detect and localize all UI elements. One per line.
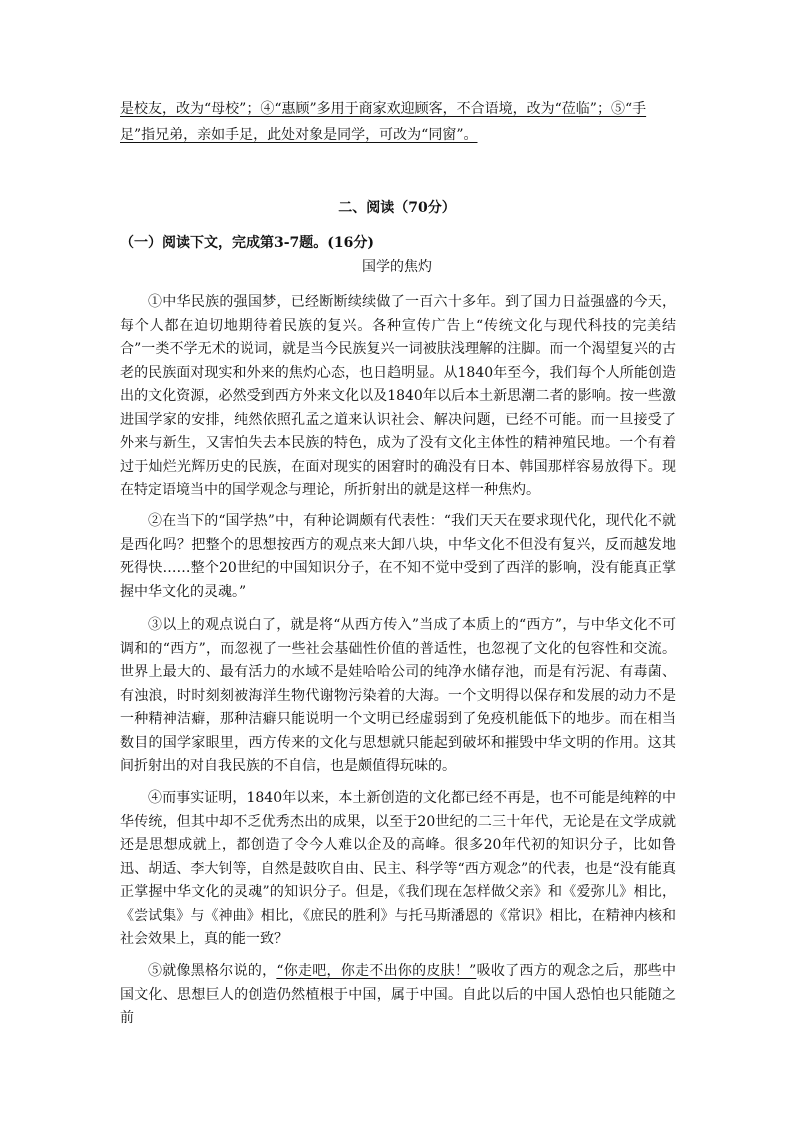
paragraph-4: ④而事实证明，1840年以来，本土新创造的文化都已经不再是，也不可能是纯粹的中华传统，但其中却不乏优秀杰出的成果，以至于20世纪的二三十年代，无论是在文学成就还是思想成就上，都创造了令今人难以企及的高峰。很多20年代初的知识分子，比如鲁迅、胡适、李大钊等，自然是鼓吹自由、民主、科学等“西方观念”的代表，也是“没有能真正掌握中华文化的灵魂”的知识分子。但是，《我们现在怎样做父亲》和《爱弥儿》相比，《尝试集》与《神曲》相比，《庶民的胜利》与托马斯潘恩的《常识》相比，在精神内核和社会效果上，真的能一致？ <box>120 790 676 947</box>
answer-note: 是校友，改为“母校”；④“惠顾”多用于商家欢迎顾客，不合语境，改为“莅临”；⑤“手足”指兄弟，亲如手足，此处对象是同学，可改为“同窗”。 <box>120 101 647 143</box>
paragraph-1: ①中华民族的强国梦，已经断断续续做了一百六十多年。到了国力日益强盛的今天，每个人都在迫切地期待着民族的复兴。各种宣传广告上“传统文化与现代科技的完美结合”一类不学无术的说词，就是当今民族复兴一词被肤浅理解的注脚。而一个渴望复兴的古老的民族面对现实和外来的焦灼心态，也日趋明显。从1840年至今，我们每个人所能创造出的文化资源，必然受到西方外来文化以及1840年以后本土新思潮二者的影响。按一些激进国学家的安排，纯然依照孔孟之道来认识社会、解决问题，已经不可能。而一旦接受了外来与新生，又害怕失去本民族的特色，成为了没有文化主体性的精神殖民地。一个有着过于灿烂光辉历史的民族，在面对现实的困窘时的确没有日本、韩国那样容易放得下。现在特定语境当中的国学观念与理论，所折射出的就是这样一种焦灼。 <box>120 294 676 498</box>
article-title: 国学的焦灼 <box>362 259 432 275</box>
paragraph-3: ③以上的观点说白了，就是将“从西方传入”当成了本质上的“西方”，与中华文化不可调和的“西方”，而忽视了一些社会基础性价值的普适性，也忽视了文化的包容性和交流。世界上最大的、最有活力的水域不是娃哈哈公司的纯净水储存池，而是有污泥、有毒菌、有浊浪，时时刻刻被海洋生物代谢物污染着的大海。一个文明得以保存和发展的动力不是一种精神洁癖，那种洁癖只能说明一个文明已经虚弱到了免疫机能低下的地步。而在相当数目的国学家眼里，西方传来的文化与思想就只能起到破坏和摧毁中华文明的作用。这其间折射出的对自我民族的不自信，也是颇值得玩味的。 <box>120 617 676 774</box>
paragraph-5-rest: 吸收了西方的观念之后，那些中国文化、思想巨人的创造仍然植根于中国，属于中国。自此以后的中国人恐怕也只能随之前 <box>120 963 677 1026</box>
hegel-quote: “你走吧，你走不出你的皮肤！” <box>276 963 477 979</box>
paragraph-5-lead: ⑤就像黑格尔说的， <box>148 963 277 979</box>
paragraph-5 <box>120 960 676 1031</box>
section-title: 二、阅读（70分） <box>338 200 456 216</box>
part-heading: （一）阅读下文，完成第3-7题。(16分) <box>120 235 375 251</box>
paragraph-2: ②在当下的“国学热”中，有种论调颇有代表性：“我们天天在要求现代化，现代化不就是西化吗？把整个的思想按西方的观点来大卸八块，中华文化不但没有复兴，反而越发地死得快……整个20世纪的中国知识分子，在不知不觉中受到了西洋的影响，没有能真正掌握中华文化的灵魂。” <box>120 513 676 600</box>
